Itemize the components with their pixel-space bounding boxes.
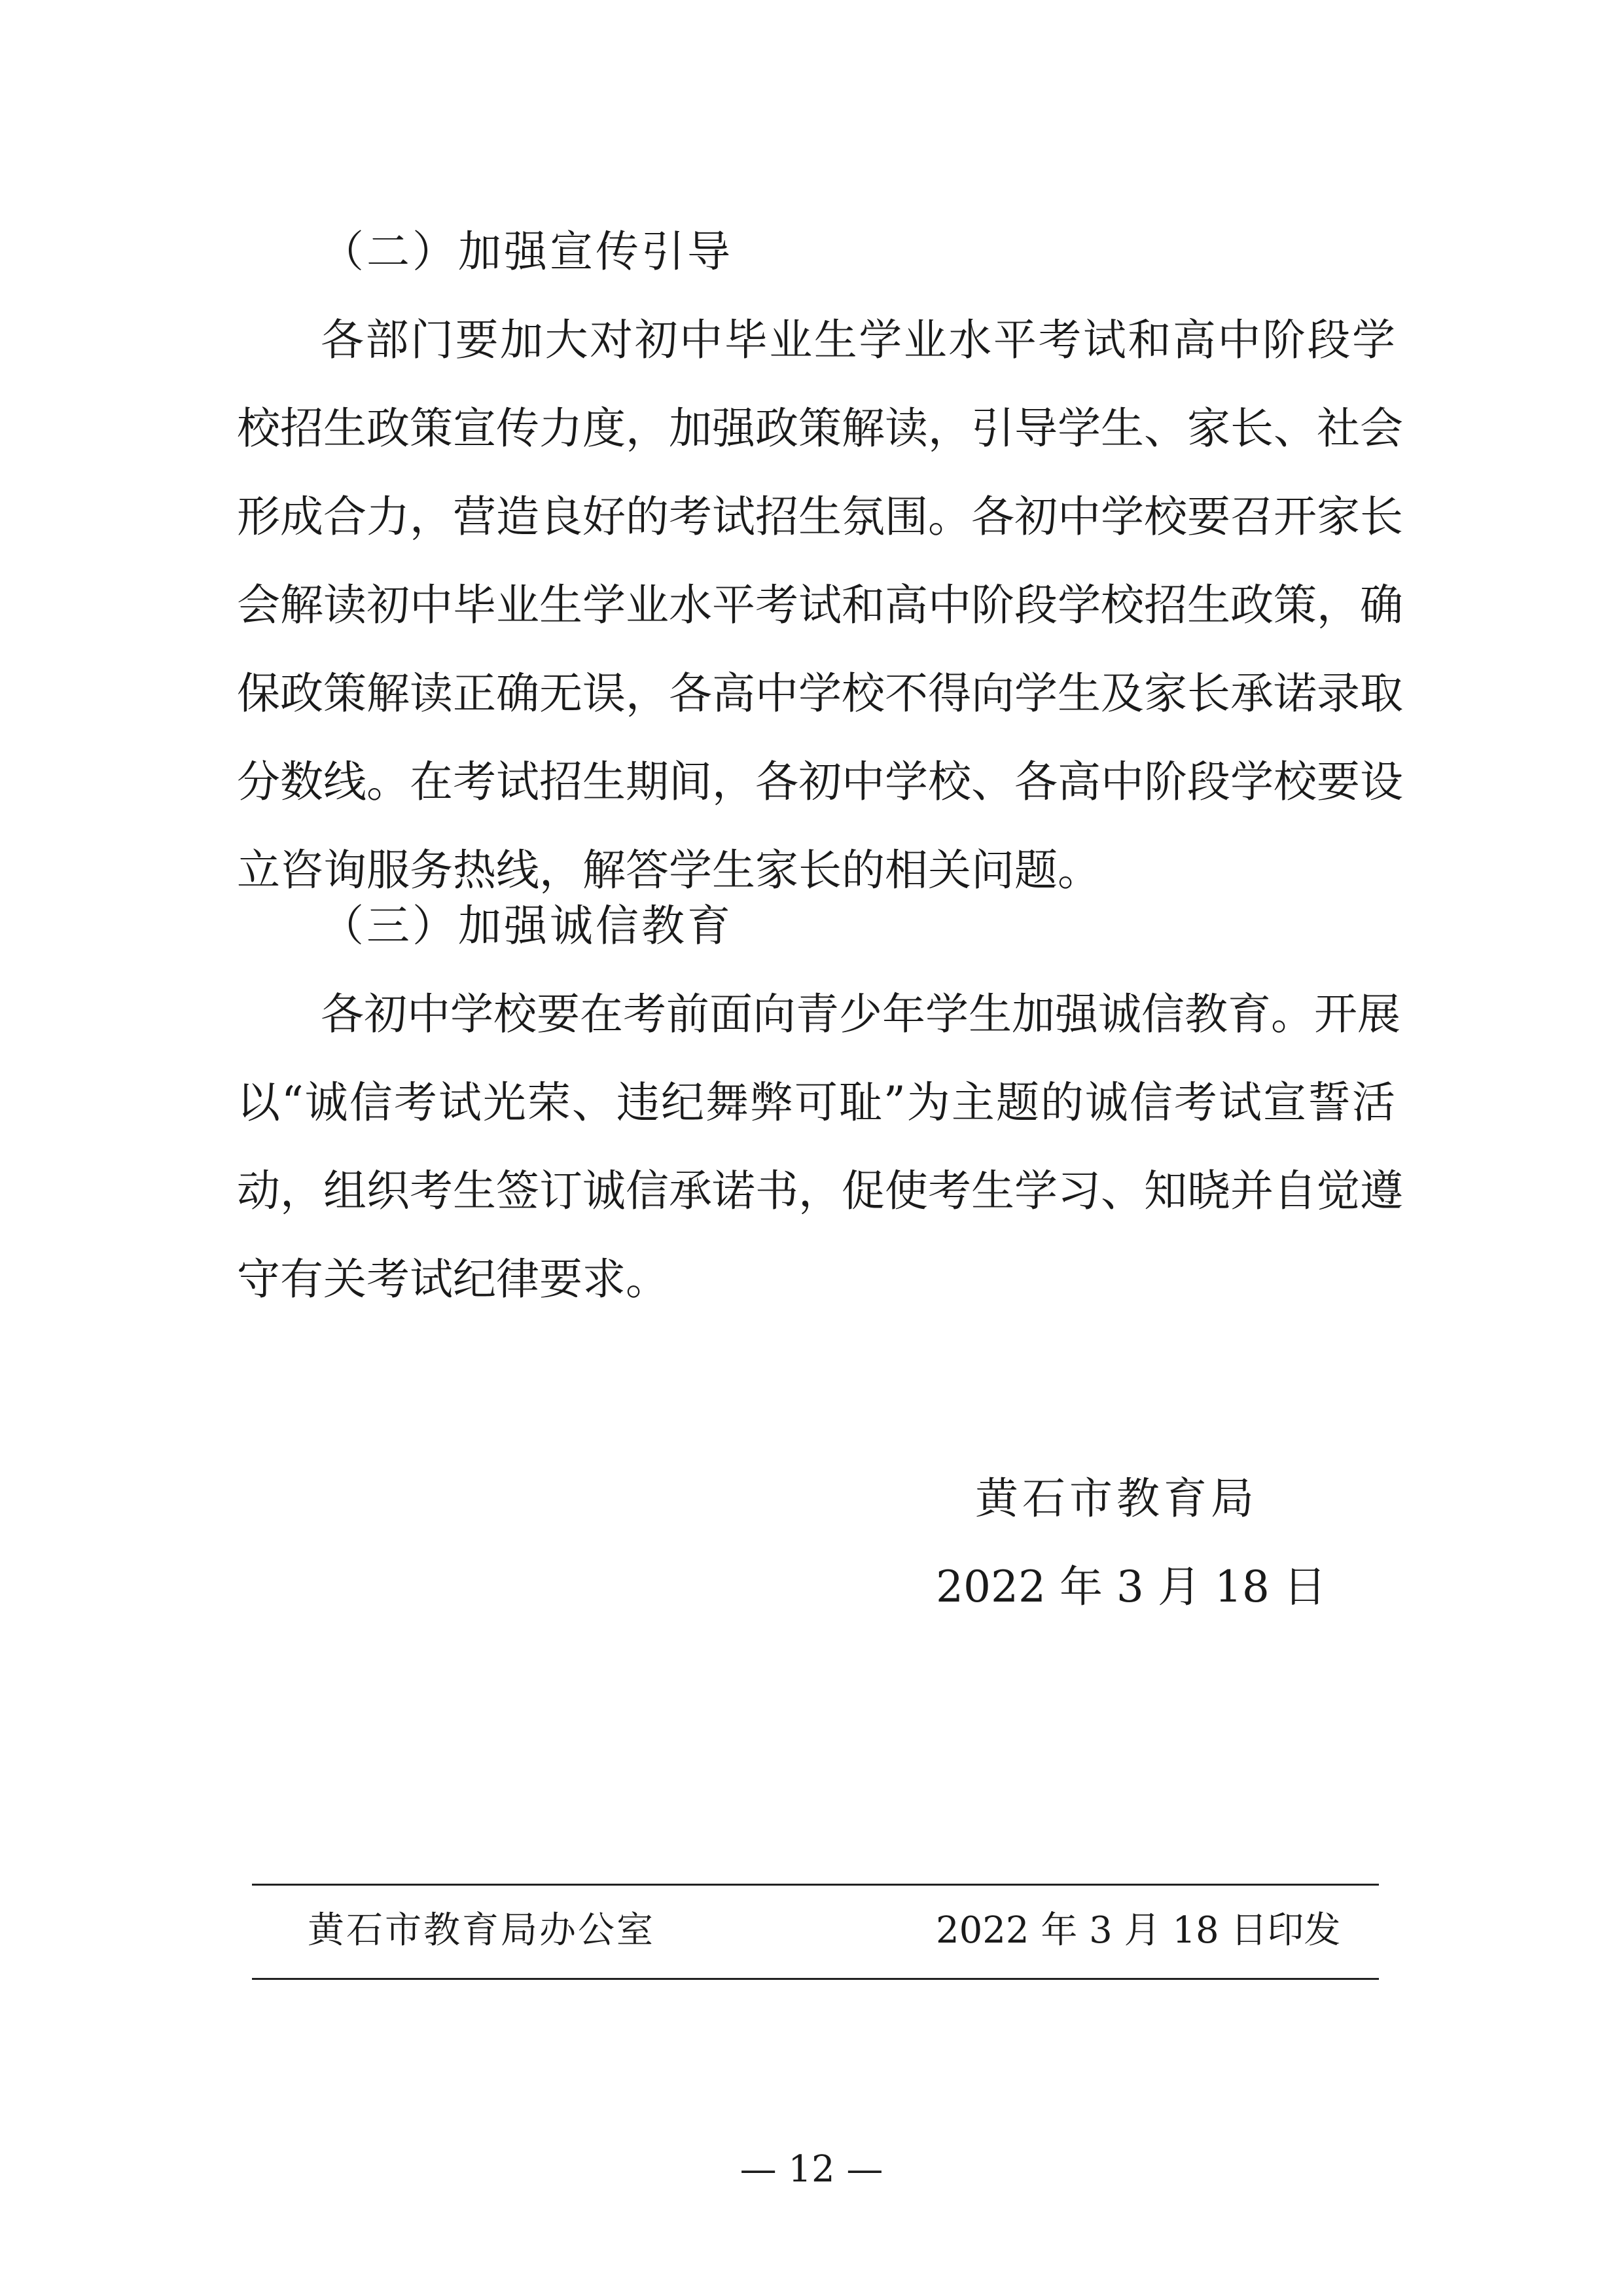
footer-issue-date: 2022 年 3 月 18 日印发 [936,1909,1341,1952]
footer-bottom-rule [252,1978,1379,1980]
section-heading: （三）加强诚信教育 [321,901,733,951]
footer-top-rule [252,1884,1379,1886]
page-number: — 12 — [740,2148,883,2191]
signature-date: 2022 年 3 月 18 日 [936,1562,1327,1612]
paragraph-line: 各初中学校要在考前面向青少年学生加强诚信教育。开展 [321,989,1400,1039]
footer-issuer: 黄石市教育局办公室 [308,1909,655,1952]
paragraph-line: 守有关考试纪律要求。 [237,1254,669,1304]
section-heading: （二）加强宣传引导 [321,226,733,277]
paragraph-line: 各部门要加大对初中毕业生学业水平考试和高中阶段学 [321,315,1395,365]
paragraph-line: 会解读初中毕业生学业水平考试和高中阶段学校招生政策，确 [237,580,1403,630]
paragraph-line: 以“诚信考试光荣、违纪舞弊可耻”为主题的诚信考试宣誓活 [237,1077,1395,1128]
signature-org: 黄石市教育局 [975,1473,1258,1524]
paragraph-line: 动，组织考生签订诚信承诺书，促使考生学习、知晓并自觉遵 [237,1166,1403,1216]
paragraph-line: 分数线。在考试招生期间，各初中学校、各高中阶段学校要设 [237,757,1403,807]
paragraph-line: 校招生政策宣传力度，加强政策解读，引导学生、家长、社会 [237,403,1403,454]
paragraph-line: 保政策解读正确无误，各高中学校不得向学生及家长承诺录取 [237,668,1403,719]
paragraph-line: 形成合力，营造良好的考试招生氛围。各初中学校要召开家长 [237,492,1403,542]
paragraph-line: 立咨询服务热线，解答学生家长的相关问题。 [237,845,1101,895]
